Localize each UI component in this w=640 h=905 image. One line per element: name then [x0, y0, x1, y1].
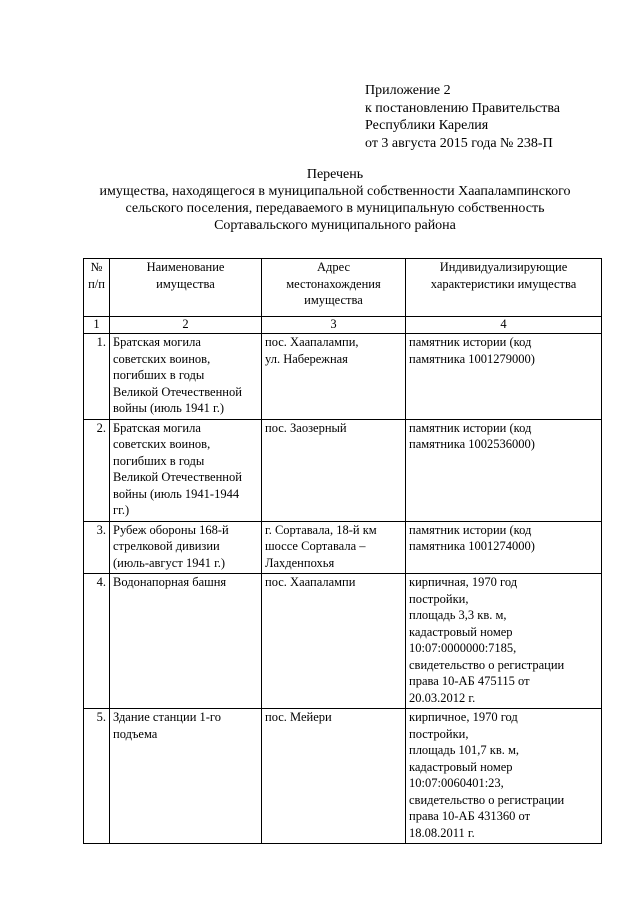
header-name: Наименование имущества: [110, 259, 262, 317]
column-number: 3: [262, 317, 406, 334]
appendix-line: от 3 августа 2015 года № 238-П: [365, 135, 553, 151]
row-number: 1.: [84, 334, 110, 420]
document-title: Перечень: [306, 167, 364, 182]
appendix-line: Республики Карелия: [365, 118, 489, 133]
property-name: Здание станции 1-го подъема: [110, 709, 262, 844]
heading-line: имущества, находящегося в муниципальной собственности Хаапалампинского: [99, 184, 571, 199]
table-row: [84, 521, 602, 574]
property-details: кирпичное, 1970 год постройки, площадь 101,7 кв. м, кадастровый номер 10:07:0060401:23, свидетельство о регистрации права 10-АБ 431360 от 18.08.2011 г.: [406, 709, 602, 844]
row-number: 4.: [84, 574, 110, 709]
table-row: [84, 709, 602, 844]
property-table: [83, 258, 602, 844]
table-row: [84, 419, 602, 521]
header-address: Адрес местонахождения имущества: [262, 259, 406, 317]
header-details: Индивидуализирующие характеристики имущества: [406, 259, 602, 317]
property-address: г. Сортавала, 18-й км шоссе Сортавала – Лахденпохья: [262, 521, 406, 574]
property-address: пос. Заозерный: [262, 419, 406, 521]
row-number: 5.: [84, 709, 110, 844]
column-number: 1: [84, 317, 110, 334]
row-number: 3.: [84, 521, 110, 574]
table-row: [84, 574, 602, 709]
heading-line: сельского поселения, передаваемого в муниципальную собственность: [125, 201, 545, 216]
heading-line: Сортавальского муниципального района: [214, 218, 456, 233]
table-row: [84, 334, 602, 420]
property-details: памятник истории (код памятника 1001274000): [406, 521, 602, 574]
property-details: памятник истории (код памятника 1001279000): [406, 334, 602, 420]
property-name: Братская могила советских воинов, погибших в годы Великой Отечественной войны (июль 1941-1944 гг.): [110, 419, 262, 521]
property-details: памятник истории (код памятника 1002536000): [406, 419, 602, 521]
property-name: Братская могила советских воинов, погибших в годы Великой Отечественной войны (июль 1941 г.): [110, 334, 262, 420]
property-address: пос. Хаапалампи: [262, 574, 406, 709]
column-number-row: [84, 317, 602, 334]
column-number: 2: [110, 317, 262, 334]
property-address: пос. Мейери: [262, 709, 406, 844]
appendix-block: [365, 82, 560, 152]
property-address: пос. Хаапалампи, ул. Набережная: [262, 334, 406, 420]
column-number: 4: [406, 317, 602, 334]
property-details: кирпичная, 1970 год постройки, площадь 3,3 кв. м, кадастровый номер 10:07:0000000:7185, свидетельство о регистрации права 10-АБ 475115 от 20.03.2012 г.: [406, 574, 602, 709]
document-heading: [60, 166, 610, 234]
header-number: № п/п: [84, 259, 110, 317]
table-header-row: [84, 259, 602, 317]
appendix-line: Приложение 2: [365, 83, 451, 98]
property-name: Водонапорная башня: [110, 574, 262, 709]
property-name: Рубеж обороны 168-й стрелковой дивизии (июль-август 1941 г.): [110, 521, 262, 574]
appendix-line: к постановлению Правительства: [365, 100, 561, 116]
row-number: 2.: [84, 419, 110, 521]
